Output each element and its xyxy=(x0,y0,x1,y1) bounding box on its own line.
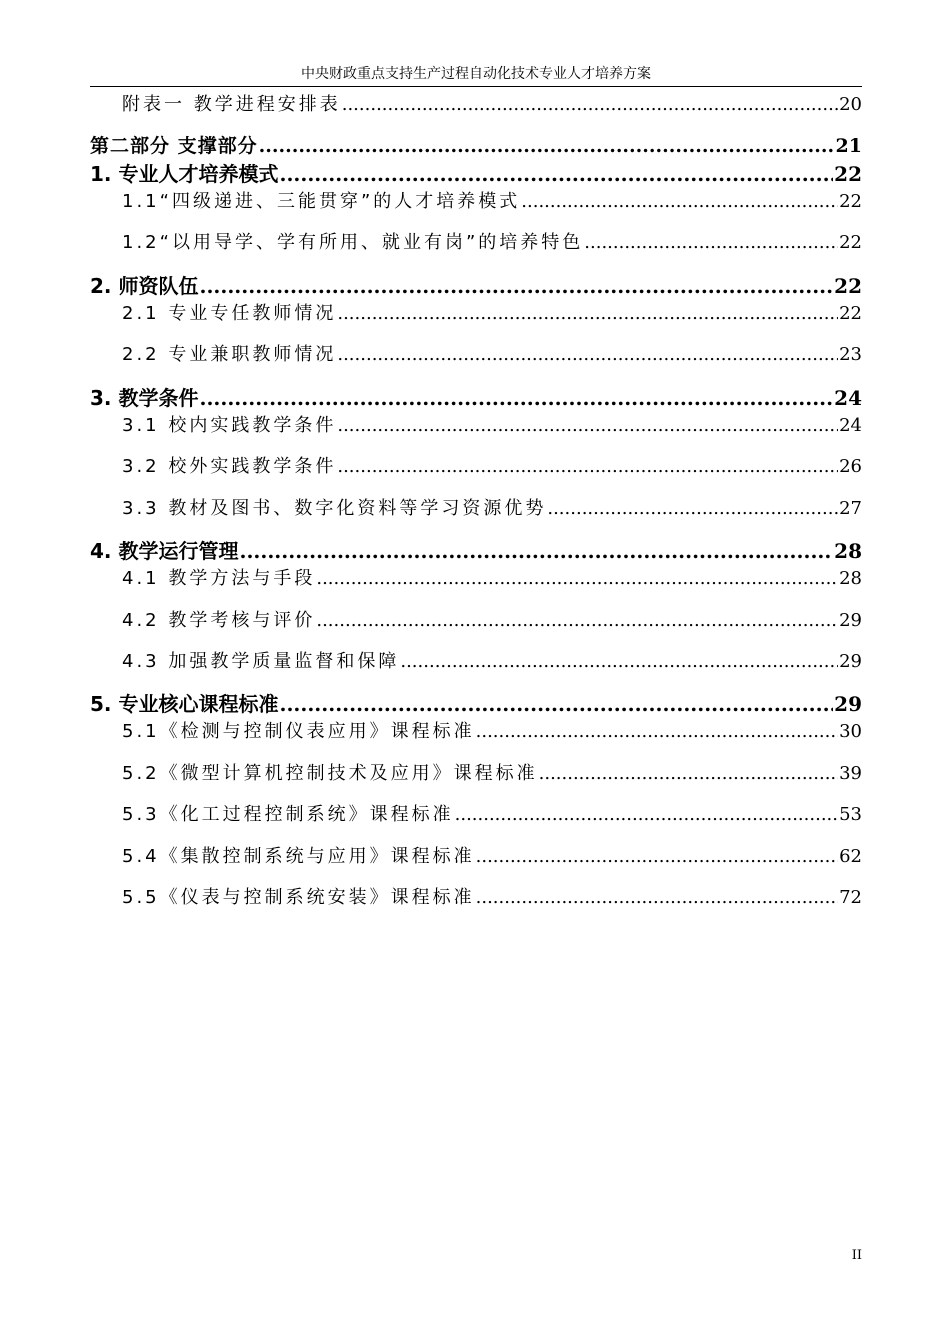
toc-entry-title: 4.3 加强教学质量监督和保障 xyxy=(122,651,400,672)
toc-entry-title: 1. 专业人才培养模式 xyxy=(90,162,279,186)
toc-entry[interactable] xyxy=(122,762,862,786)
toc-entry[interactable] xyxy=(122,343,862,367)
toc-entry-page: 27 xyxy=(839,498,862,519)
toc-entry-title: 附表一 教学进程安排表 xyxy=(122,94,341,115)
toc-leader-dots xyxy=(476,845,838,869)
toc-entry[interactable] xyxy=(122,609,862,633)
toc-entry-page: 20 xyxy=(839,94,862,115)
toc-entry[interactable] xyxy=(122,455,862,479)
toc-leader-dots xyxy=(199,273,833,299)
toc-entry-page: 72 xyxy=(839,887,862,908)
toc-entry-title: 3.1 校内实践教学条件 xyxy=(122,415,337,436)
toc-entry-page: 24 xyxy=(834,386,862,410)
page-header xyxy=(90,64,862,87)
toc-entry[interactable] xyxy=(90,385,862,411)
toc-entry-page: 22 xyxy=(834,274,862,298)
toc-entry-title: 2. 师资队伍 xyxy=(90,274,199,298)
toc-entry-title: 第二部分 支撑部分 xyxy=(90,135,258,157)
toc-leader-dots xyxy=(400,650,838,674)
toc-entry-title: 5.3《化工过程控制系统》课程标准 xyxy=(122,804,454,825)
toc-leader-dots xyxy=(584,231,838,255)
page-number: II xyxy=(851,1248,862,1263)
toc-entry-title: 5.2《微型计算机控制技术及应用》课程标准 xyxy=(122,763,538,784)
toc-entry[interactable] xyxy=(122,650,862,674)
toc-entry-title: 4.1 教学方法与手段 xyxy=(122,568,316,589)
toc-leader-dots xyxy=(279,691,833,717)
toc-entry[interactable] xyxy=(90,133,862,159)
toc-leader-dots xyxy=(316,609,838,633)
toc-entry[interactable] xyxy=(90,538,862,564)
toc-entry-page: 62 xyxy=(839,846,862,867)
toc-entry-title: 1.2“以用导学、学有所用、就业有岗”的培养特色 xyxy=(122,232,584,253)
toc-entry-page: 22 xyxy=(839,232,862,253)
toc-entry-title: 1.1“四级递进、三能贯穿”的人才培养模式 xyxy=(122,191,521,212)
toc-leader-dots xyxy=(547,497,838,521)
toc-entry-page: 28 xyxy=(834,539,862,563)
toc-leader-dots xyxy=(521,190,838,214)
toc-leader-dots xyxy=(337,343,838,367)
toc-entry[interactable] xyxy=(122,845,862,869)
toc-entry-title: 5.4《集散控制系统与应用》课程标准 xyxy=(122,846,475,867)
toc-entry-title: 5.5《仪表与控制系统安装》课程标准 xyxy=(122,887,475,908)
toc-leader-dots xyxy=(239,538,833,564)
toc-entry-title: 4. 教学运行管理 xyxy=(90,539,239,563)
toc-entry-page: 29 xyxy=(839,610,862,631)
toc-entry[interactable] xyxy=(122,567,862,591)
toc-entry-page: 28 xyxy=(839,568,862,589)
toc-entry[interactable] xyxy=(90,161,862,187)
toc-entry-title: 3.3 教材及图书、数字化资料等学习资源优势 xyxy=(122,498,547,519)
toc-leader-dots xyxy=(476,886,838,910)
toc-entry-page: 23 xyxy=(839,344,862,365)
toc-leader-dots xyxy=(337,414,838,438)
toc-entry-title: 3.2 校外实践教学条件 xyxy=(122,456,337,477)
toc-entry-page: 22 xyxy=(839,303,862,324)
toc-leader-dots xyxy=(476,720,838,744)
toc-entry-title: 5. 专业核心课程标准 xyxy=(90,692,279,716)
toc-entry[interactable] xyxy=(122,231,862,255)
toc-entry-page: 22 xyxy=(834,162,862,186)
toc-leader-dots xyxy=(259,133,835,159)
toc-entry[interactable] xyxy=(122,93,862,117)
toc-entry[interactable] xyxy=(122,414,862,438)
toc-entry-title: 4.2 教学考核与评价 xyxy=(122,610,316,631)
toc-entry-title: 3. 教学条件 xyxy=(90,386,199,410)
toc-leader-dots xyxy=(539,762,838,786)
toc-entry-page: 29 xyxy=(834,692,862,716)
toc-entry[interactable] xyxy=(122,886,862,910)
toc-entry-page: 53 xyxy=(839,804,862,825)
toc-entry[interactable] xyxy=(122,302,862,326)
toc-leader-dots xyxy=(342,93,838,117)
toc-leader-dots xyxy=(316,567,838,591)
toc-entry-title: 2.1 专业专任教师情况 xyxy=(122,303,337,324)
toc-leader-dots xyxy=(279,161,833,187)
toc-leader-dots xyxy=(337,455,838,479)
toc-entry-page: 26 xyxy=(839,456,862,477)
toc-entry-title: 2.2 专业兼职教师情况 xyxy=(122,344,337,365)
header-title: 中央财政重点支持生产过程自动化技术专业人才培养方案 xyxy=(301,66,651,82)
toc-entry[interactable] xyxy=(122,497,862,521)
toc-entry-page: 21 xyxy=(835,135,862,157)
toc-entry[interactable] xyxy=(90,691,862,717)
toc-entry-page: 22 xyxy=(839,191,862,212)
toc-entry[interactable] xyxy=(122,190,862,214)
toc-entry[interactable] xyxy=(90,273,862,299)
toc-entry-page: 30 xyxy=(839,721,862,742)
toc-leader-dots xyxy=(199,385,833,411)
toc-entry[interactable] xyxy=(122,803,862,827)
toc-leader-dots xyxy=(455,803,838,827)
toc-entry[interactable] xyxy=(122,720,862,744)
toc-entry-title: 5.1《检测与控制仪表应用》课程标准 xyxy=(122,721,475,742)
toc-leader-dots xyxy=(337,302,838,326)
toc-entry-page: 24 xyxy=(839,415,862,436)
toc-entry-page: 29 xyxy=(839,651,862,672)
toc-entry-page: 39 xyxy=(839,763,862,784)
